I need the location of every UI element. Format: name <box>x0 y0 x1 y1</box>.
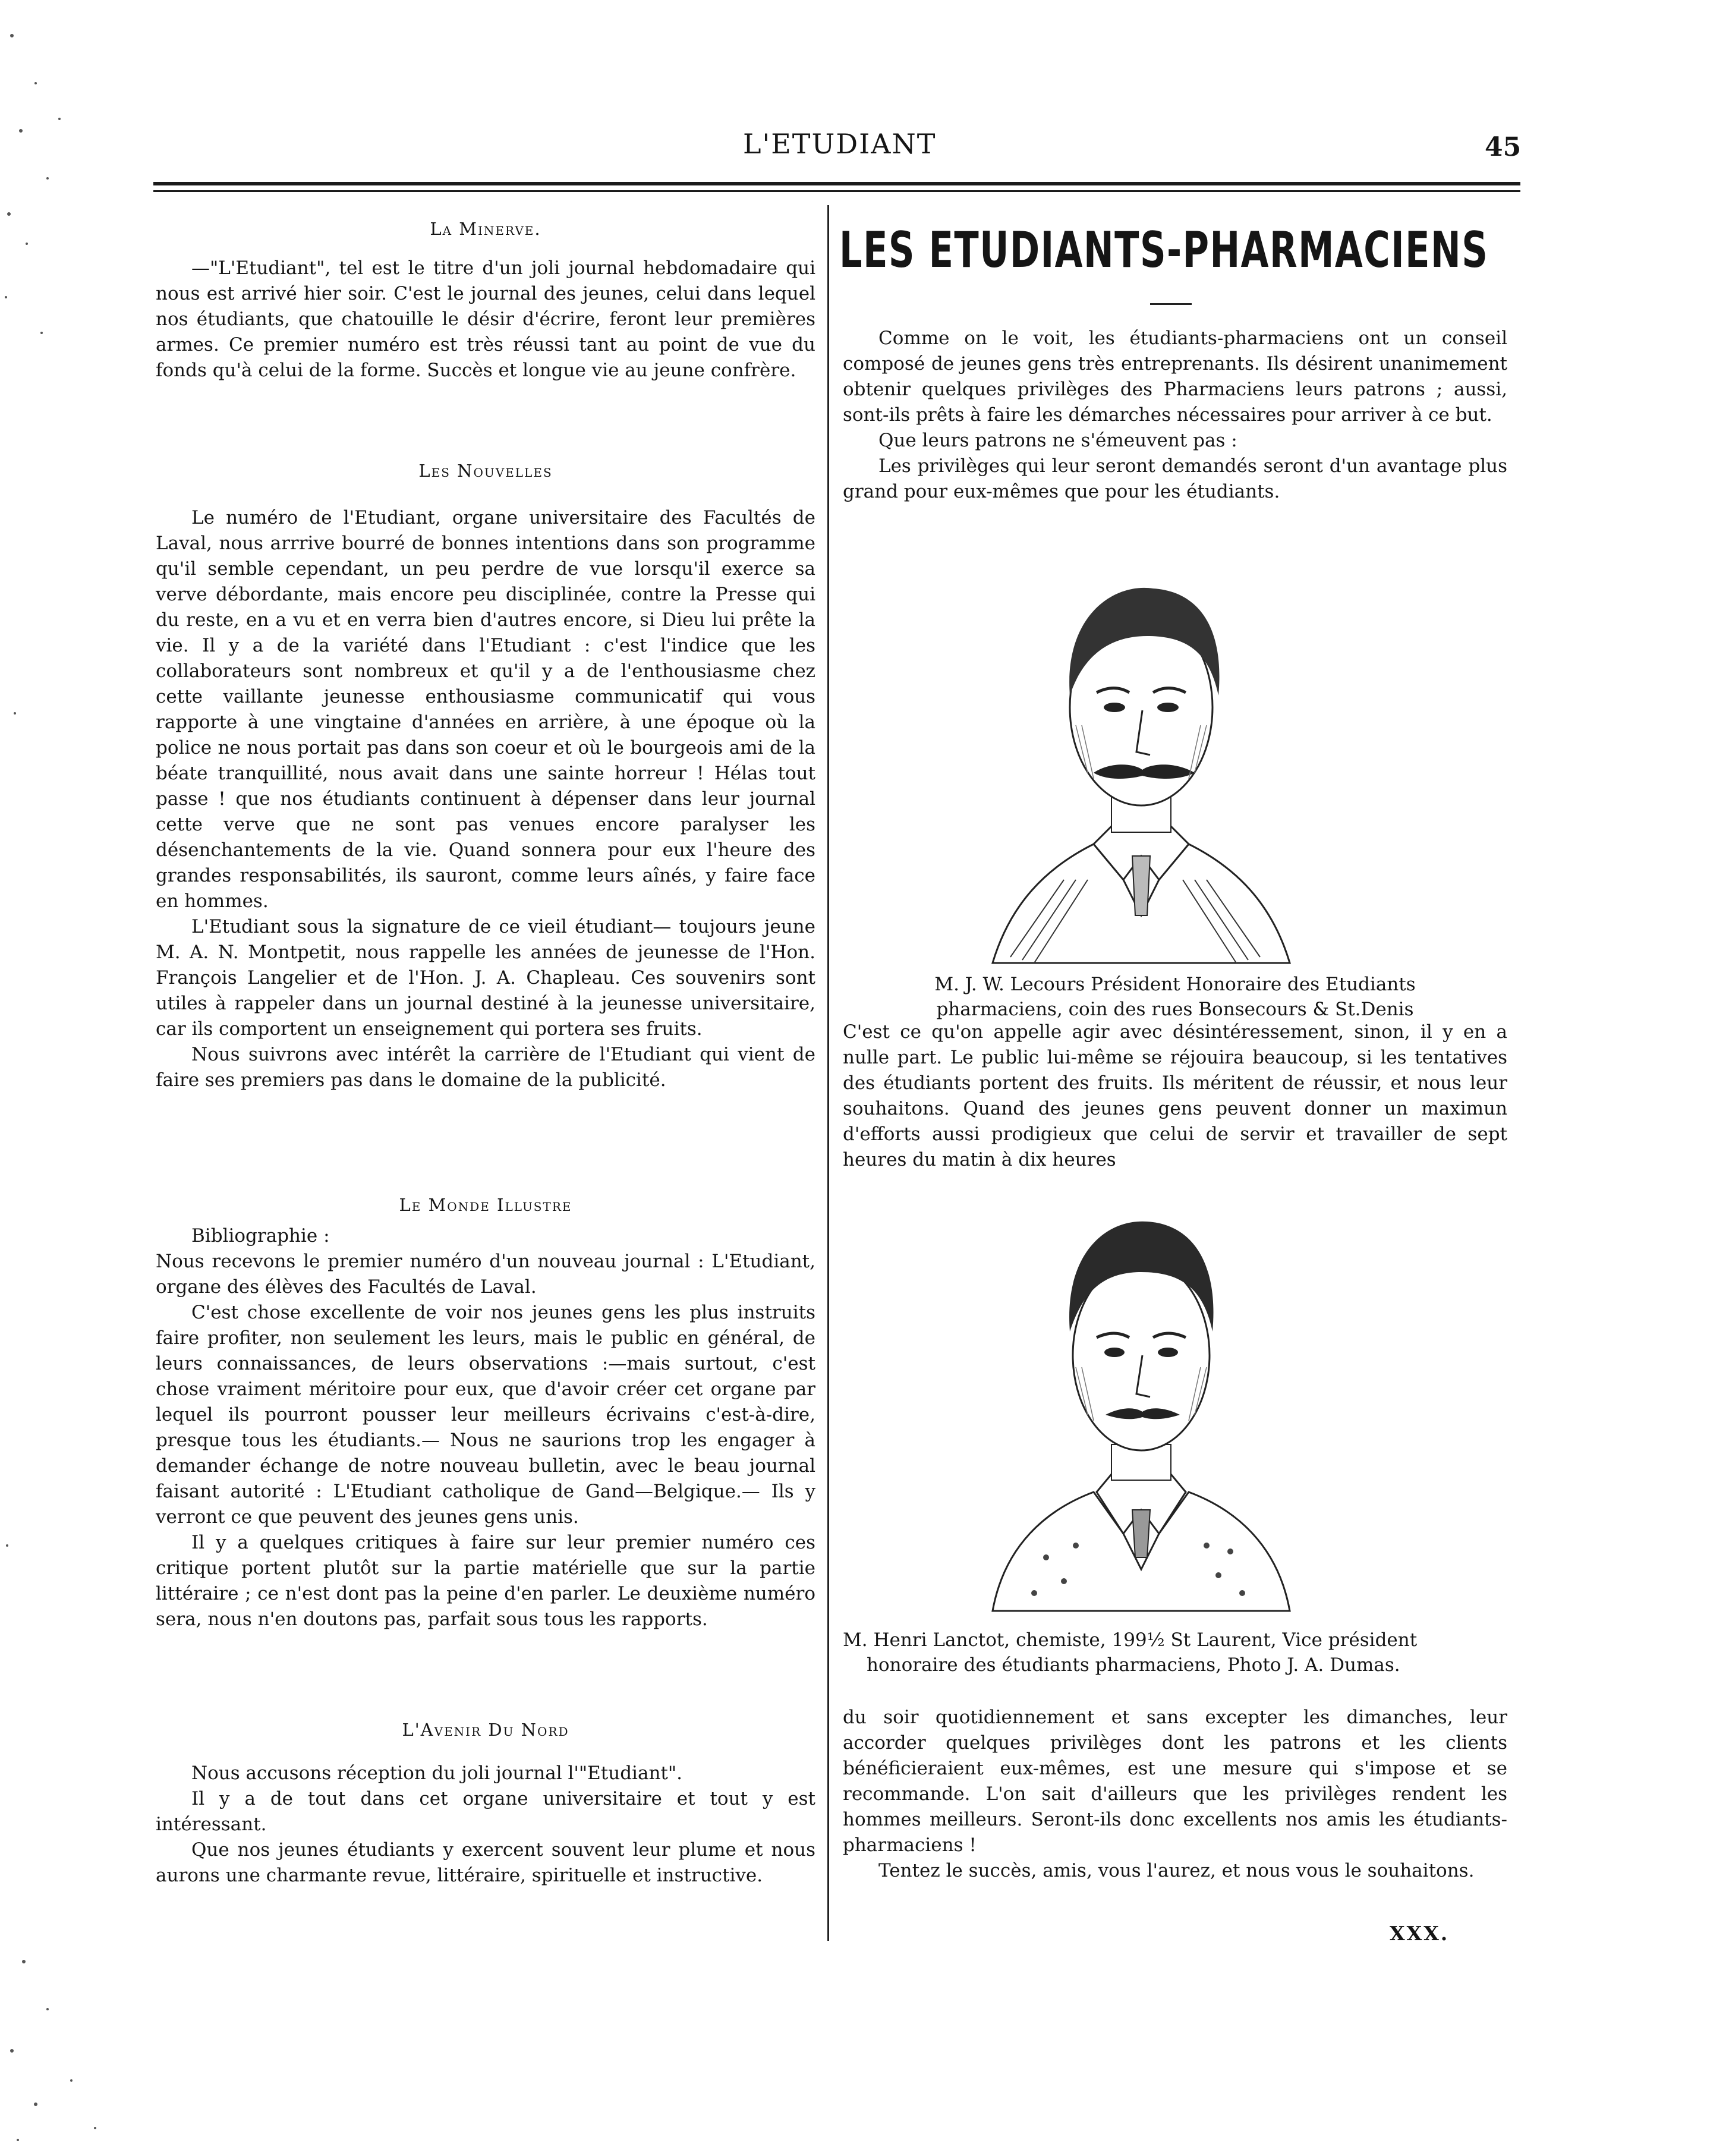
article-subtitle: Bibliographie : <box>191 1225 330 1247</box>
paragraph: C'est ce qu'on appelle agir avec désintéressement, sinon, il y en a nulle part. Le public lui-même se réjouira beaucoup, si les tentatives des étudiants portent des fruits. Ils méritent de réussir, et nous leur souhaitons. Quand des jeunes gens peuvent donner un maximun d'efforts aussi prodigieux que celui de servir et travailler de sept heures du matin à dix heures <box>843 1021 1507 1170</box>
article-monde <box>156 1223 815 1632</box>
paragraph: L'Etudiant sous la signature de ce vieil étudiant— toujours jeune M. A. N. Montpetit, nous rappelle les années de jeunesse de l'Hon. François Langelier et de l'Hon. J. A. Chapleau. Ces souvenirs sont utiles à rappeler dans un journal destiné à la jeunesse universitaire, car ils comportent un enseignement qui portera ses fruits. <box>156 916 815 1040</box>
paragraph: du soir quotidiennement et sans excepter les dimanches, leur accorder quelques privilèges dont les patrons et les clients bénéficieraient eux-mêmes, est une mesure qui s'impose et se recommande. L'on sait d'ailleurs que les privilèges rendent les hommes meilleurs. Seront-ils donc excellents nos amis les étudiants-pharmaciens ! <box>843 1707 1507 1856</box>
paragraph: Le numéro de l'Etudiant, organe universitaire des Facultés de Laval, nous arrrive bourré de bonnes intentions dans son programme qu'il semble cependant, un peu perdre de vue lorsqu'il exerce sa verve débordante, mais encore peu disciplinée, contre la Presse qui du reste, en a vu et en verra bien d'autres encore, si Dieu lui prête la vie. Il y a de la variété dans l'Etudiant : c'est l'indice que les collaborateurs sont nombreux et qu'il y a de l'enthousiasme chez cette vaillante jeunesse enthousiasme communicatif qui vous rapporte à une vingtaine d'années en arrière, à une époque où la police ne nous portait pas dans son coeur et où le bourgeois ami de la béate tranquillité, nous avait dans une sainte horreur ! Hélas tout passe ! que nos étudiants continuent à dépenser dans leur journal cette verve que ne sont pas venues encore paralyser les désenchantements de la vie. Quand sonnera pour eux l'heure des grandes responsabilités, ils sauront, comme leurs aînés, y faire face en hommes. <box>156 507 815 912</box>
paper-speckle-decoration <box>0 0 178 2156</box>
section-title-minerve: La Minerve. <box>430 219 541 239</box>
header-rule-thin <box>153 190 1520 192</box>
paragraph: Tentez le succès, amis, vous l'aurez, et nous vous le souhaitons. <box>878 1860 1475 1881</box>
column-divider <box>827 205 829 1941</box>
portrait-lecours <box>975 547 1308 975</box>
caption-line: M. J. W. Lecours Président Honoraire des Etudiants <box>934 974 1416 995</box>
article-signature: XXX. <box>1390 1922 1450 1945</box>
paragraph: Nous recevons le premier numéro d'un nouveau journal : L'Etudiant, organe des élèves des Facultés de Laval. <box>156 1251 815 1298</box>
paragraph: Les privilèges qui leur seront demandés seront d'un avantage plus grand pour eux-mêmes que pour les étudiants. <box>843 455 1507 502</box>
page-number: 45 <box>1485 132 1522 162</box>
caption-line: M. Henri Lanctot, chemiste, 199½ St Laurent, Vice président <box>843 1629 1418 1651</box>
article-middle <box>843 1019 1507 1173</box>
article-headline: LES ETUDIANTS-PHARMACIENS <box>839 221 1489 279</box>
paragraph: —"L'Etudiant", tel est le titre d'un joli journal hebdomadaire qui nous est arrivé hier soir. C'est le journal des jeunes, celui dans lequel nos étudiants, que chatouille le désir d'écrire, feront leur premières armes. Ce premier numéro est très réussi tant au point de vue du fonds qu'à celui de la forme. Succès et longue vie au jeune confrère. <box>156 257 815 381</box>
paragraph: Il y a quelques critiques à faire sur leur premier numéro ces critique portent plutôt sur la partie matérielle que sur la partie littéraire ; ce n'est dont pas la peine d'en parler. Le deuxième numéro sera, nous n'en doutons pas, parfait sous tous les rapports. <box>156 1532 815 1630</box>
headline-dash <box>1150 303 1192 305</box>
caption-line: pharmaciens, coin des rues Bonsecours & St.Denis <box>936 999 1414 1020</box>
article-minerve <box>156 256 815 383</box>
paragraph: Il y a de tout dans cet organe universitaire et tout y est intéressant. <box>156 1788 815 1835</box>
paragraph: C'est chose excellente de voir nos jeunes gens les plus instruits faire profiter, non seulement les leurs, mais le public en général, de leurs connaissances, de leurs observations :—mais surtout, c'est chose vraiment méritoire pour eux, que d'avoir créer cet organe par lequel ils pourront pousser leur meilleurs écrivains c'est-à-dire, presque tous les étudiants.— Nous ne saurions trop les engager à demander échange de notre nouveau bulletin, avec le beau journal faisant autorité : L'Etudiant catholique de Gand—Belgique.— Ils y verront ce que peuvent des jeunes gens unis. <box>156 1302 815 1528</box>
section-title-monde: Le Monde Illustre <box>399 1195 572 1215</box>
paragraph: Que nos jeunes étudiants y exercent souvent leur plume et nous aurons une charmante revue, littéraire, spirituelle et instructive. <box>156 1839 815 1886</box>
portrait-caption-2 <box>843 1628 1507 1677</box>
newspaper-header-title: L'ETUDIANT <box>743 128 937 160</box>
header-rule-thick <box>153 182 1520 185</box>
portrait-caption-1 <box>843 972 1507 1022</box>
caption-line: honoraire des étudiants pharmaciens, Photo J. A. Dumas. <box>867 1654 1400 1676</box>
section-title-avenir: L'Avenir Du Nord <box>402 1720 569 1740</box>
article-nouvelles <box>156 505 815 1093</box>
paragraph: Nous suivrons avec intérêt la carrière de l'Etudiant qui vient de faire ses premiers pas dans le domaine de la publicité. <box>156 1044 815 1091</box>
article-avenir <box>156 1761 815 1889</box>
article-closing <box>843 1705 1507 1884</box>
portrait-lanctot <box>981 1189 1302 1617</box>
section-title-nouvelles: Les Nouvelles <box>418 461 553 481</box>
paragraph: Comme on le voit, les étudiants-pharmaciens ont un conseil composé de jeunes gens très entreprenants. Ils désirent unanimement obtenir quelques privilèges des Pharmaciens leurs patrons ; aussi, sont-ils prêts à faire les démarches nécessaires pour arriver à ce but. <box>843 328 1507 426</box>
paragraph: Nous accusons réception du joli journal l'"Etudiant". <box>191 1762 682 1784</box>
paragraph: Que leurs patrons ne s'émeuvent pas : <box>878 430 1237 451</box>
article-intro <box>843 326 1507 505</box>
